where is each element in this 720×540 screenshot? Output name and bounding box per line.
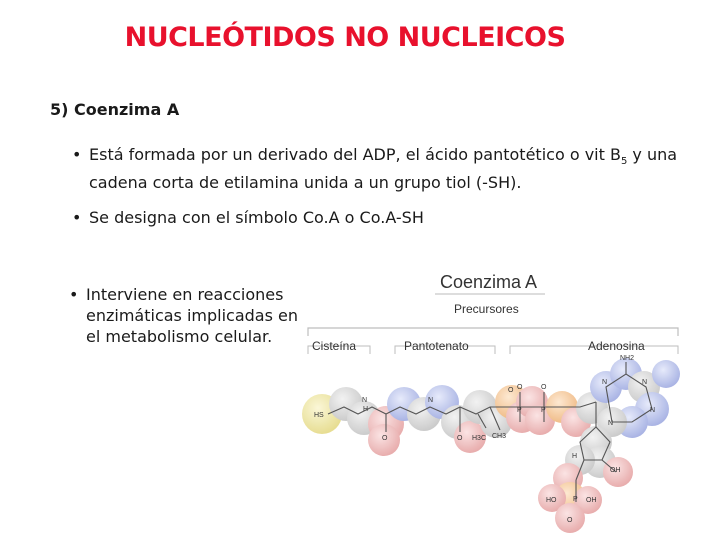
atom-n: N — [650, 407, 656, 414]
page-title: NUCLEÓTIDOS NO NUCLEICOS — [124, 22, 566, 53]
atom-p: P — [541, 407, 546, 414]
atom-ch3: CH3 — [492, 433, 507, 440]
atom-p: P — [517, 407, 522, 414]
section-heading: 5) Coenzima A — [50, 100, 180, 119]
bullet-item-composition — [72, 144, 682, 193]
atom-oh: OH — [586, 497, 597, 504]
bullet-item-symbol — [72, 207, 572, 228]
bullet-marker: • — [69, 285, 79, 304]
atom-h3c: H3C — [472, 435, 487, 442]
atom-h: H — [363, 406, 369, 413]
atom-p: P — [573, 496, 578, 503]
atom-o: O — [382, 435, 388, 442]
atom-h: H — [572, 453, 578, 460]
atom-n: N — [602, 379, 608, 386]
bullet-marker: • — [72, 145, 82, 164]
precursors-bracket — [308, 328, 678, 336]
atom-nh2: NH2 — [620, 355, 635, 362]
figure-title: Coenzima A — [440, 272, 538, 292]
atom-n: N — [608, 420, 614, 427]
subscript-5: 5 — [620, 156, 628, 168]
atom-n: N — [642, 379, 648, 386]
atom-n: N — [428, 397, 434, 404]
atom-n: N — [362, 397, 368, 404]
atom-oh: OH — [610, 467, 621, 474]
bullet-text: Está formada por un derivado del ADP, el ácido pantotético o vit $B_5$ y una cadena corta de etilamina unida a un grupo tiol (-SH). — [89, 145, 678, 193]
atom-hs: HS — [314, 412, 324, 419]
bullet-item-function — [69, 284, 299, 347]
atom-o: O — [517, 384, 523, 391]
atom-o: O — [457, 435, 463, 442]
space-filling-spheres — [302, 358, 680, 533]
atom-o: O — [567, 517, 573, 524]
precursors-label: Precursores — [454, 302, 519, 316]
bullet-text: Se designa con el símbolo Co.A o Co.A-SH — [89, 208, 424, 227]
atom-o: O — [508, 387, 514, 394]
coenzyme-a-figure — [300, 262, 710, 540]
bullet-text: Interviene en reacciones enzimáticas implicadas en el metabolismo celular. — [86, 285, 299, 346]
segment-label-adenosina: Adenosina — [588, 339, 645, 353]
atom-ho: HO — [546, 497, 557, 504]
atom-o: O — [541, 384, 547, 391]
bullet-marker: • — [72, 208, 82, 227]
segment-label-cisteina: Cisteína — [312, 339, 357, 353]
segment-label-pantotenato: Pantotenato — [404, 339, 469, 353]
